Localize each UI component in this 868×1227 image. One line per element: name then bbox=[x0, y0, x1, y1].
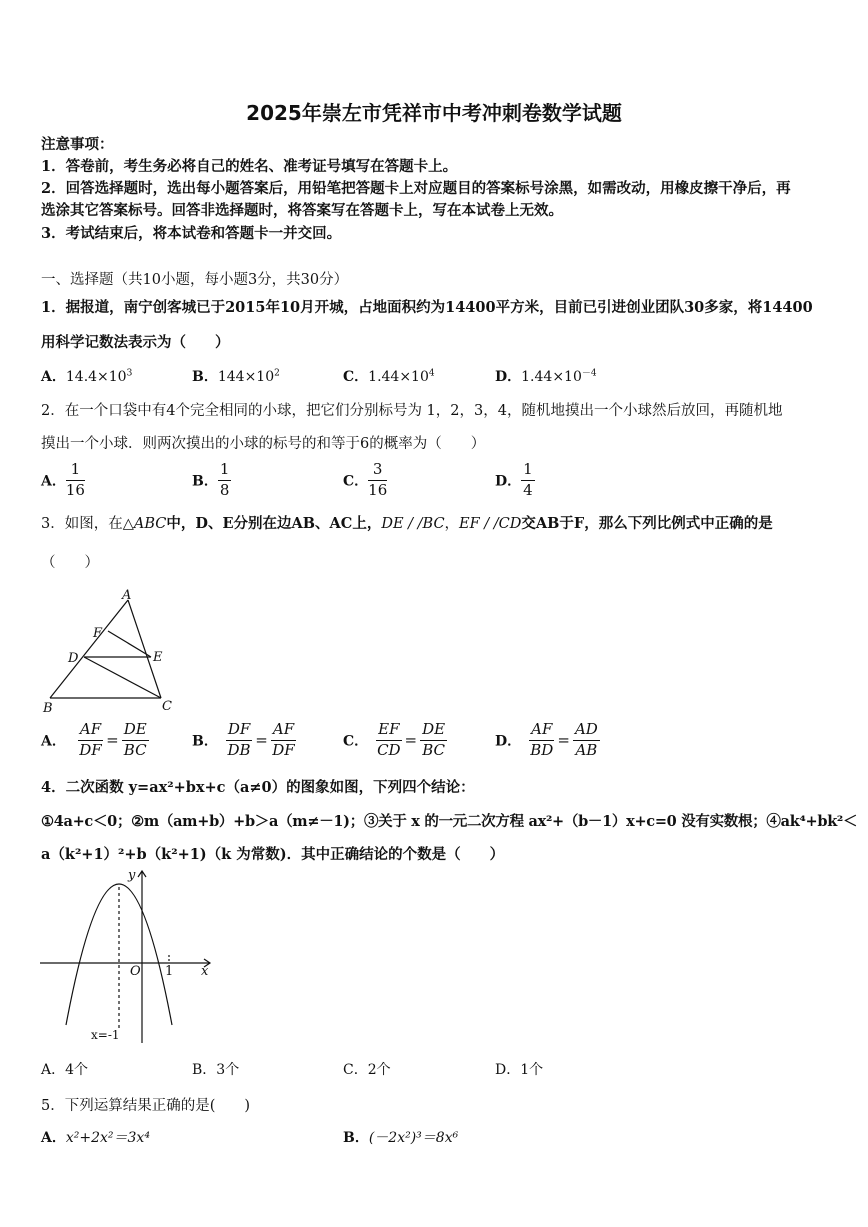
q3-option-c[interactable]: C． $\frac{EF}{CD}$ = $\frac{DE}{BC}$ bbox=[343, 720, 446, 759]
q1-option-c[interactable]: C．$1.44\times 10^4$ bbox=[343, 368, 435, 385]
label-f: F bbox=[93, 626, 103, 641]
q1-stem-line2: 用科学记数法表示为（ ） bbox=[41, 334, 230, 351]
q4-parabola-figure bbox=[38, 865, 218, 1050]
label-b: B bbox=[43, 701, 53, 716]
q2-option-a[interactable]: A． $\frac{1}{16}$ bbox=[41, 460, 85, 499]
segment-ef bbox=[108, 631, 151, 657]
q5-option-b[interactable]: B．(－2x²)³＝8x⁶ bbox=[343, 1130, 459, 1146]
q5-option-a[interactable]: A．x²+2x²＝3x⁴ bbox=[41, 1130, 150, 1146]
label-c: C bbox=[162, 699, 172, 714]
notice-heading: 注意事项： bbox=[41, 136, 114, 153]
notice-item-3: 3．考试结束后，将本试卷和答题卡一并交回。 bbox=[41, 225, 342, 242]
notice-item-2: 2．回答选择题时，选出每小题答案后，用铅笔把答题卡上对应题目的答案标号涂黑，如需改动，用橡皮擦干净后，再 bbox=[41, 180, 791, 197]
label-d: D bbox=[68, 651, 79, 666]
q3-option-a[interactable]: A． $\frac{AF}{DF}$ = $\frac{DE}{BC}$ bbox=[41, 720, 147, 759]
q1-stem-line1: 1．据报道，南宁创客城已于2015年10月开城，占地面积约为14400平方米，目前已引进创业团队30多家，将14400 bbox=[41, 299, 813, 316]
q3-stem-line1: 3．如图，在△ABC中，D、E分别在边AB、AC上，DE / /BC，EF / /CD交AB于F，那么下列比例式中正确的是 bbox=[41, 515, 773, 532]
q1-option-d[interactable]: D．$1.44\times 10^{-4}$ bbox=[495, 368, 597, 385]
page-title: 2025年崇左市凭祥市中考冲刺卷数学试题 bbox=[246, 101, 622, 125]
q3-stem-line2: （ ） bbox=[41, 555, 99, 571]
notice-item-2-cont: 选涂其它答案标号。回答非选择题时，将答案写在答题卡上，写在本试卷上无效。 bbox=[41, 202, 563, 219]
q4-stem-line2: ①4a+c＜0；②m（am+b）+b＞a（m≠－1)；③关于 x 的一元二次方程 ax²+（b－1）x+c=0 没有实数根；④ak⁴+bk²＜ bbox=[41, 813, 858, 830]
q4-option-d[interactable]: D．1个 bbox=[495, 1062, 544, 1078]
axis-of-symmetry-label: x=-1 bbox=[91, 1028, 120, 1042]
q2-option-c[interactable]: C． $\frac{3}{16}$ bbox=[343, 460, 388, 499]
section-heading: 一、选择题（共10小题，每小题3分，共30分） bbox=[41, 272, 349, 288]
q2-stem-line1: 2．在一个口袋中有4个完全相同的小球，把它们分别标号为 1，2，3，4，随机地摸出一个小球然后放回，再随机地 bbox=[41, 403, 783, 419]
x-label: x bbox=[201, 964, 209, 979]
label-a: A bbox=[122, 588, 132, 603]
q1-option-a[interactable]: A．$14.4\times 10^3$ bbox=[41, 368, 133, 385]
q1-option-b[interactable]: B．$144\times 10^2$ bbox=[192, 368, 280, 385]
q5-stem: 5．下列运算结果正确的是( ) bbox=[41, 1098, 251, 1114]
q3-option-b[interactable]: B． $\frac{DF}{DB}$ = $\frac{AF}{DF}$ bbox=[192, 720, 295, 759]
segment-ab bbox=[50, 600, 128, 698]
q2-option-d[interactable]: D． $\frac{1}{4}$ bbox=[495, 460, 533, 499]
origin-label: O bbox=[130, 964, 141, 979]
q4-stem-line1: 4．二次函数 y=ax²+bx+c（a≠0）的图象如图，下列四个结论： bbox=[41, 779, 475, 796]
q4-option-b[interactable]: B．3个 bbox=[192, 1062, 240, 1078]
q3-triangle-figure bbox=[38, 586, 183, 716]
one-label: 1 bbox=[165, 964, 174, 979]
q2-option-b[interactable]: B． $\frac{1}{8}$ bbox=[192, 460, 230, 499]
q4-stem-line3: a（k²+1）²+b（k²+1)（k 为常数)．其中正确结论的个数是（ ） bbox=[41, 846, 505, 863]
y-label: y bbox=[128, 868, 136, 883]
q4-option-c[interactable]: C．2个 bbox=[343, 1062, 391, 1078]
notice-item-1: 1．答卷前，考生务必将自己的姓名、准考证号填写在答题卡上。 bbox=[41, 158, 458, 175]
label-e: E bbox=[153, 650, 163, 665]
q4-option-a[interactable]: A．4个 bbox=[41, 1062, 89, 1078]
q2-stem-line2: 摸出一个小球．则两次摸出的小球的标号的和等于6的概率为（ ） bbox=[41, 436, 486, 452]
q3-option-d[interactable]: D． $\frac{AF}{BD}$ = $\frac{AD}{AB}$ bbox=[495, 720, 598, 759]
